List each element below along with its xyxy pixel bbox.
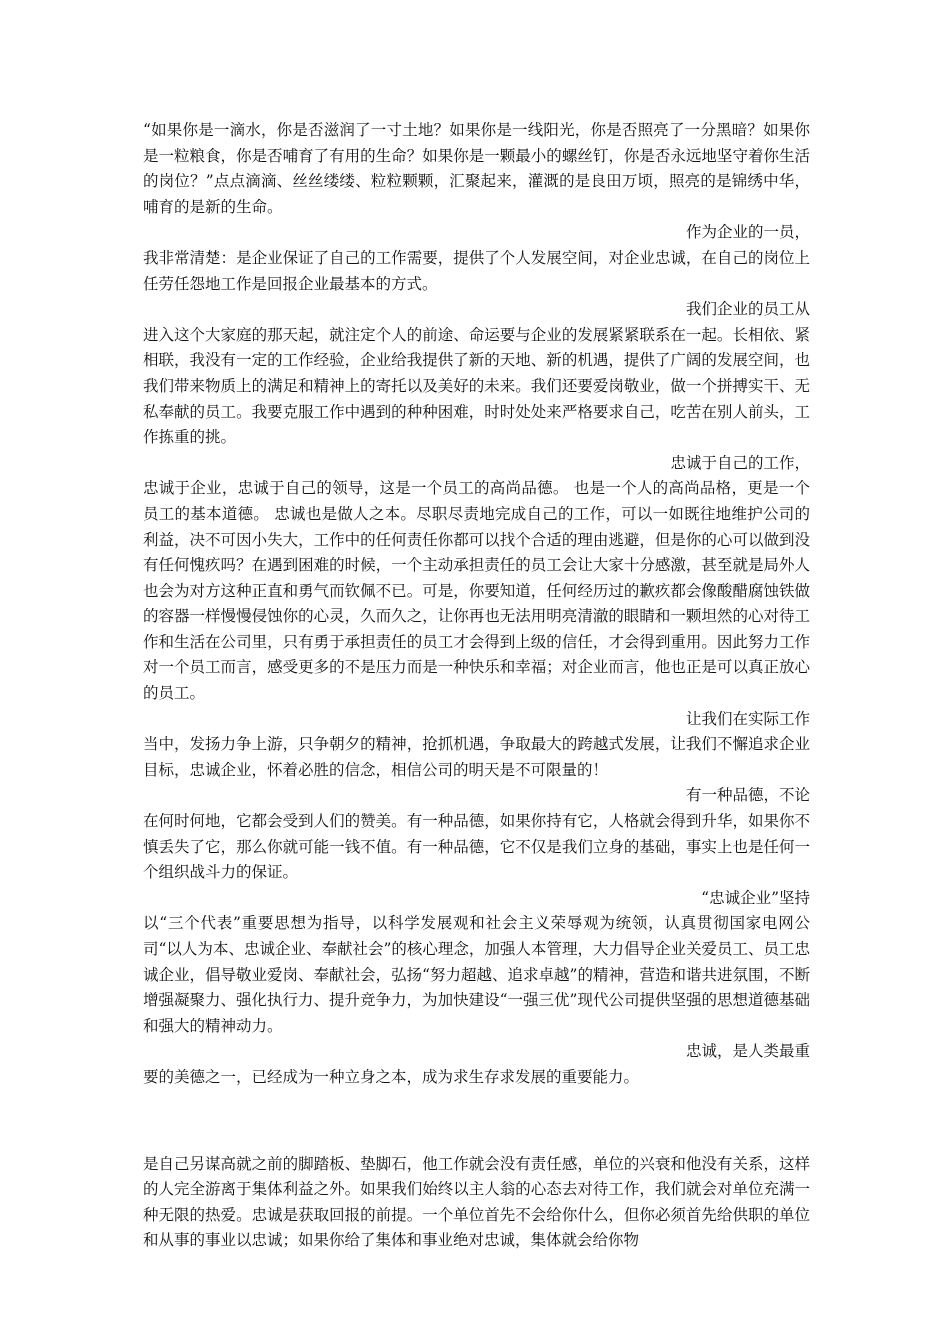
- paragraph-2-body: 我非常清楚：是企业保证了自己的工作需要，提供了个人发展空间，对企业忠诚，在自己的岗位上任劳任怨地工作是回报企业最基本的方式。: [143, 248, 810, 293]
- paragraph-4-body: 忠诚于企业，忠诚于自己的领导，这是一个员工的高尚品德。 也是一个人的高尚品格，更是一个员工的基本道德。 忠诚也是做人之本。尽职尽责地完成自己的工作，可以一如既往地维护公司的利益，决不可因小失大，工作中的任何责任你都可以找个合适的理由逃避，但是你的心可以做到没有任何愧疚吗？在遇到困难的时候，一个主动承担责任的员工会让大家十分感激，甚至就是局外人也会为对方这种正直和勇气而钦佩不已。可是，你要知道，任何经历过的歉疚都会像酸醋腐蚀铁做的容器一样慢慢侵蚀你的心灵，久而久之，让你再也无法用明亮清澈的眼睛和一颗坦然的心对待工作和生活在公司里，只有勇于承担责任的员工才会得到上级的信任，才会得到重用。因此努力工作对一个员工而言，感受更多的不是压力而是一种快乐和幸福；对企业而言，他也正是可以真正放心的员工。: [143, 479, 810, 703]
- paragraph-3: [143, 297, 810, 451]
- paragraph-6-body: 在何时何地，它都会受到人们的赞美。有一种品德，如果你持有它，人格就会得到升华，如果你不慎丢失了它，那么你就可能一钱不值。有一种品德，它不仅是我们立身的基础，事实上也是任何一个组织战斗力的保证。: [143, 812, 810, 882]
- paragraph-4-lead: 忠诚于自己的工作，: [670, 453, 810, 472]
- paragraph-7-body: 以“三个代表”重要思想为指导，以科学发展观和社会主义荣辱观为统领，认真贯彻国家电网公司“以人为本、忠诚企业、奉献社会”的核心理念，加强人本管理，大力倡导企业关爱员工、员工忠诚企业，倡导敬业爱岗、奉献社会，弘扬“努力超越、追求卓越”的精神，营造和谐共进氛围，不断增强凝聚力、强化执行力、提升竞争力，为加快建设“一强三优”现代公司提供坚强的思想道德基础和强大的精神动力。: [143, 914, 810, 1035]
- paragraph-3-lead: 我们企业的员工从: [685, 300, 810, 319]
- paragraph-8: [143, 1039, 810, 1090]
- paragraph-4: [143, 451, 810, 707]
- paragraph-8-body: 要的美德之一，已经成为一种立身之本，成为求生存求发展的重要能力。: [143, 1067, 640, 1086]
- paragraph-5: [143, 707, 810, 784]
- paragraph-1-body: “如果你是一滴水，你是否滋润了一寸土地？如果你是一线阳光，你是否照亮了一分黑暗？如果你是一粒粮食，你是否哺育了有用的生命？如果你是一颗最小的螺丝钉，你是否永远地坚守着你生活的岗位？”点点滴滴、丝丝缕缕、粒粒颗颗，汇聚起来，灌溉的是良田万顷，照亮的是锦绣中华，哺育的是新的生命。: [143, 121, 810, 216]
- paragraph-8-lead: 忠诚，是人类最重: [685, 1042, 810, 1061]
- paragraph-7-lead: “忠诚企业”坚持: [701, 888, 810, 907]
- paragraph-6-lead: 有一种品德，不论: [685, 786, 810, 805]
- paragraph-5-body: 当中，发扬力争上游，只争朝夕的精神，抢抓机遇，争取最大的跨越式发展，让我们不懈追求企业目标，忠诚企业，怀着必胜的信念，相信公司的明天是不可限量的！: [143, 735, 810, 779]
- paragraph-3-body: 进入这个大家庭的那天起，就注定个人的前途、命运要与企业的发展紧紧联系在一起。长相依、紧相联，我没有一定的工作经验，企业给我提供了新的天地、新的机遇，提供了广阔的发展空间，也我们带来物质上的满足和精神上的寄托以及美好的未来。我们还要爱岗敬业，做一个拼搏实干、无私奉献的员工。我要克服工作中遇到的种种困难，时时处处来严格要求自己，吃苦在别人前头，工作拣重的挑。: [143, 325, 810, 447]
- paragraph-6: [143, 783, 810, 885]
- paragraph-1: [143, 118, 810, 220]
- paragraph-2: [143, 220, 810, 297]
- paragraph-2-lead: 作为企业的一员，: [685, 223, 810, 242]
- tail-paragraph: [143, 1152, 810, 1254]
- paragraph-5-lead: 让我们在实际工作: [685, 709, 810, 728]
- paragraph-7: [143, 886, 810, 1040]
- section-gap: [143, 1091, 810, 1152]
- tail-paragraph-body: 是自己另谋高就之前的脚踏板、垫脚石，他工作就会没有责任感，单位的兴衰和他没有关系，这样的人完全游离于集体利益之外。如果我们始终以主人翁的心态去对待工作，我们就会对单位充满一种无限的热爱。忠诚是获取回报的前提。一个单位首先不会给你什么，但你必须首先给供职的单位和从事的事业以忠诚；如果你给了集体和事业绝对忠诚，集体就会给你物: [143, 1154, 810, 1250]
- document-page: [143, 118, 810, 1254]
